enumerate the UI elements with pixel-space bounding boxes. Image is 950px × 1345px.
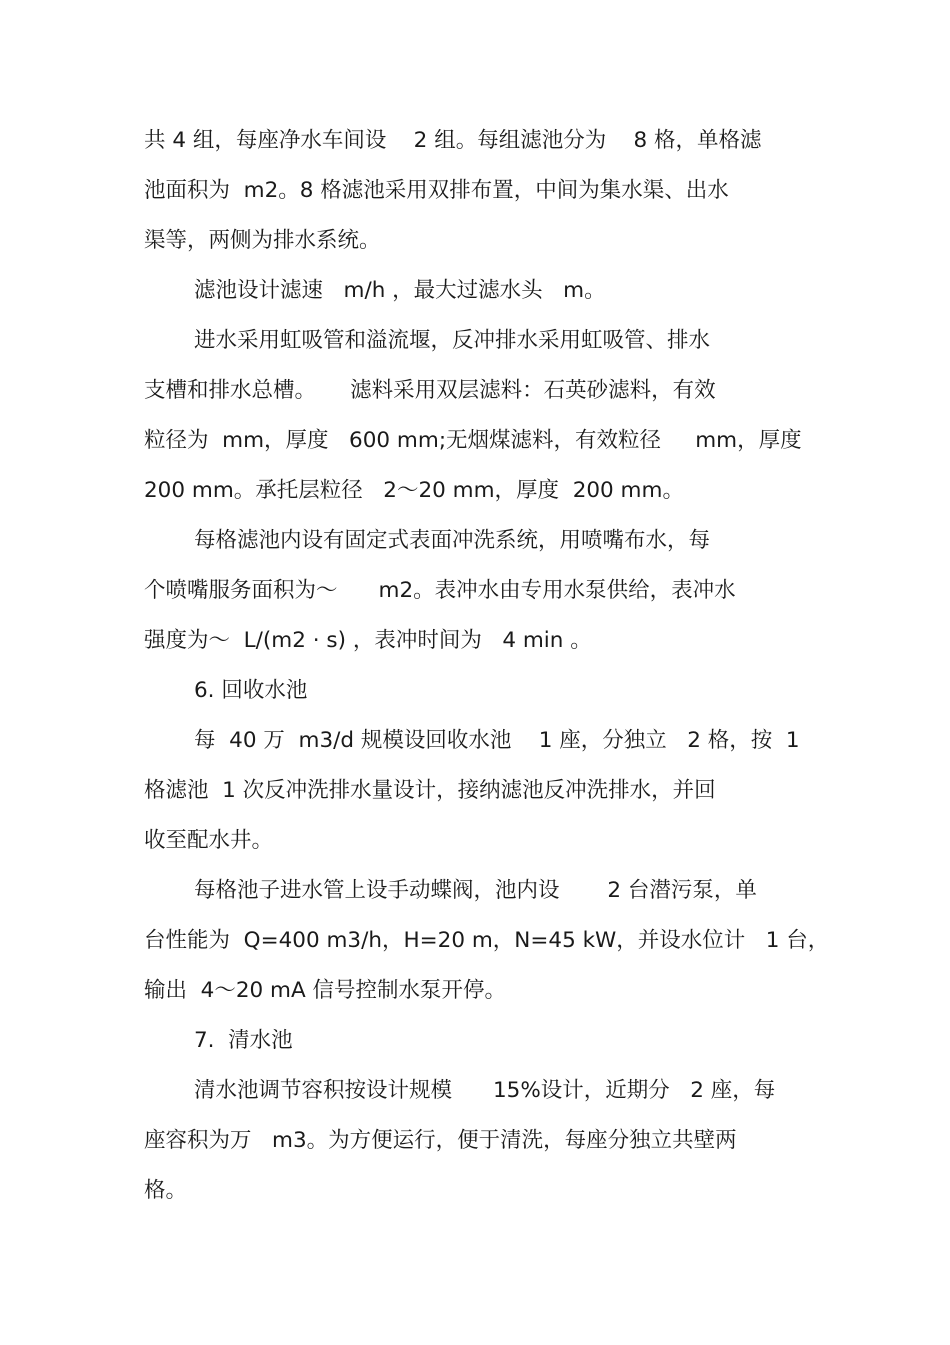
text-line: 每 40 万 m3/d 规模设回收水池 1 座，分独立 2 格，按 1 bbox=[194, 728, 800, 753]
text-line: 每格滤池内设有固定式表面冲洗系统，用喷嘴布水，每 bbox=[194, 528, 711, 553]
text-line: 粒径为 mm，厚度 600 mm;无烟煤滤料，有效粒径 mm，厚度 bbox=[144, 428, 802, 453]
text-line: 收至配水井。 bbox=[144, 828, 274, 853]
text-line: 进水采用虹吸管和溢流堰，反冲排水采用虹吸管、排水 bbox=[194, 328, 711, 353]
text-line: 池面积为 m2。8 格滤池采用双排布置，中间为集水渠、出水 bbox=[144, 178, 729, 203]
section-heading: 7. 清水池 bbox=[194, 1028, 293, 1053]
text-line: 200 mm。承托层粒径 2～20 mm，厚度 200 mm。 bbox=[144, 478, 684, 503]
text-line: 渠等，两侧为排水系统。 bbox=[144, 228, 381, 253]
section-heading: 6. 回收水池 bbox=[194, 678, 308, 703]
text-line: 每格池子进水管上设手动蝶阀，池内设 2 台潜污泵，单 bbox=[194, 878, 757, 903]
text-line: 台性能为 Q=400 m3/h，H=20 m，N=45 kW，并设水位计 1 台， bbox=[144, 928, 830, 953]
text-line: 支槽和排水总槽。 滤料采用双层滤料：石英砂滤料，有效 bbox=[144, 378, 716, 403]
text-line: 格滤池 1 次反冲洗排水量设计，接纳滤池反冲洗排水，并回 bbox=[144, 778, 716, 803]
text-line: 强度为～ L/(m2 · s) ，表冲时间为 4 min 。 bbox=[144, 628, 592, 653]
text-line: 个喷嘴服务面积为～ m2。表冲水由专用水泵供给，表冲水 bbox=[144, 578, 736, 603]
text-line: 滤池设计滤速 m/h ，最大过滤水头 m。 bbox=[194, 278, 606, 303]
text-line: 共 4 组，每座净水车间设 2 组。每组滤池分为 8 格，单格滤 bbox=[144, 128, 762, 153]
text-line: 清水池调节容积按设计规模 15%设计，近期分 2 座，每 bbox=[194, 1078, 776, 1103]
text-line: 输出 4～20 mA 信号控制水泵开停。 bbox=[144, 978, 507, 1003]
text-line: 座容积为万 m3。为方便运行，便于清洗，每座分独立共壁两 bbox=[144, 1128, 737, 1153]
text-line: 格。 bbox=[144, 1178, 188, 1203]
